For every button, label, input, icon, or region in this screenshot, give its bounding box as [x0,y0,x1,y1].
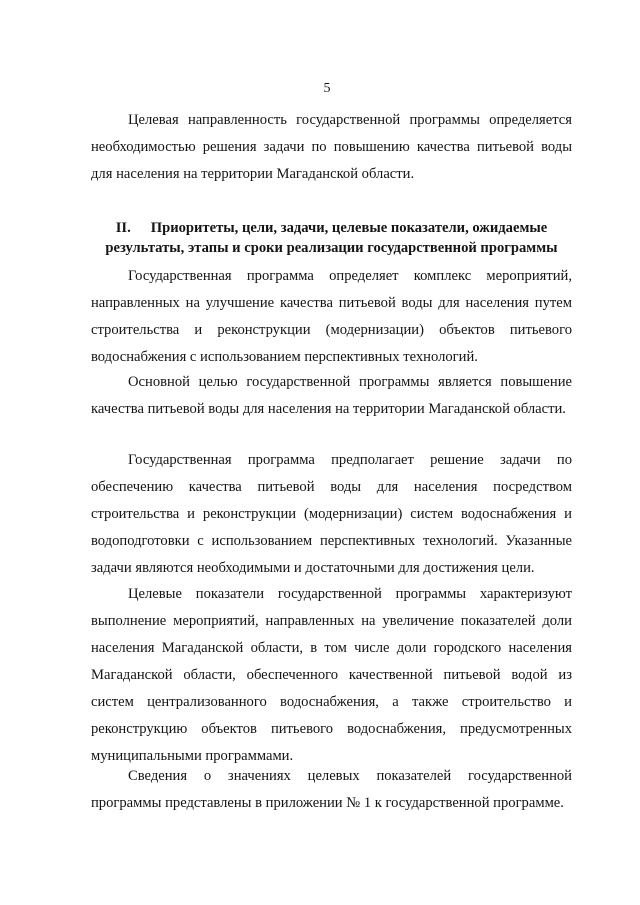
paragraph-text: Сведения о значениях целевых показателей государственной программы представлены в приложении № 1 к государственной программе. [91,768,572,811]
section-title: Приоритеты, цели, задачи, целевые показатели, ожидаемые результаты, этапы и сроки реализации государственной программы [105,220,558,256]
paragraph-text: Государственная программа определяет комплекс мероприятий, направленных на улучшение качества питьевой воды для населения путем строительства и реконструкции (модернизации) объектов питьевого водоснабжения с использованием перспективных технологий. [91,268,572,365]
paragraph-target-direction [91,107,572,188]
paragraph-text: Целевая направленность государственной программы определяется необходимостью решения задачи по повышению качества питьевой воды для населения на территории Магаданской области. [91,112,572,182]
section-number: II. [115,220,131,236]
paragraph-main-goal [91,369,572,423]
paragraph-appendix-reference [91,763,572,817]
paragraph-target-indicators [91,581,572,770]
paragraph-program-tasks [91,447,572,582]
section-heading [91,218,572,258]
paragraph-text: Целевые показатели государственной программы характеризуют выполнение мероприятий, направленных на увеличение показателей доли населения Магаданской области, в том числе доли городского населения Магаданской области, обеспеченного качественной питьевой водой из систем централизованного водоснабжения, а также строительство и реконструкцию объектов питьевого водоснабжения, предусмотренных муниципальными программами. [91,586,572,764]
paragraph-text: Государственная программа предполагает решение задачи по обеспечению качества питьевой воды для населения посредством строительства и реконструкции (модернизации) систем водоснабжения и водоподготовки с использованием перспективных технологий. Указанные задачи являются необходимыми и достаточными для достижения цели. [91,452,572,576]
paragraph-program-measures [91,263,572,371]
page-number: 5 [323,81,331,96]
paragraph-text: Основной целью государственной программы является повышение качества питьевой воды для населения на территории Магаданской области. [91,374,572,417]
